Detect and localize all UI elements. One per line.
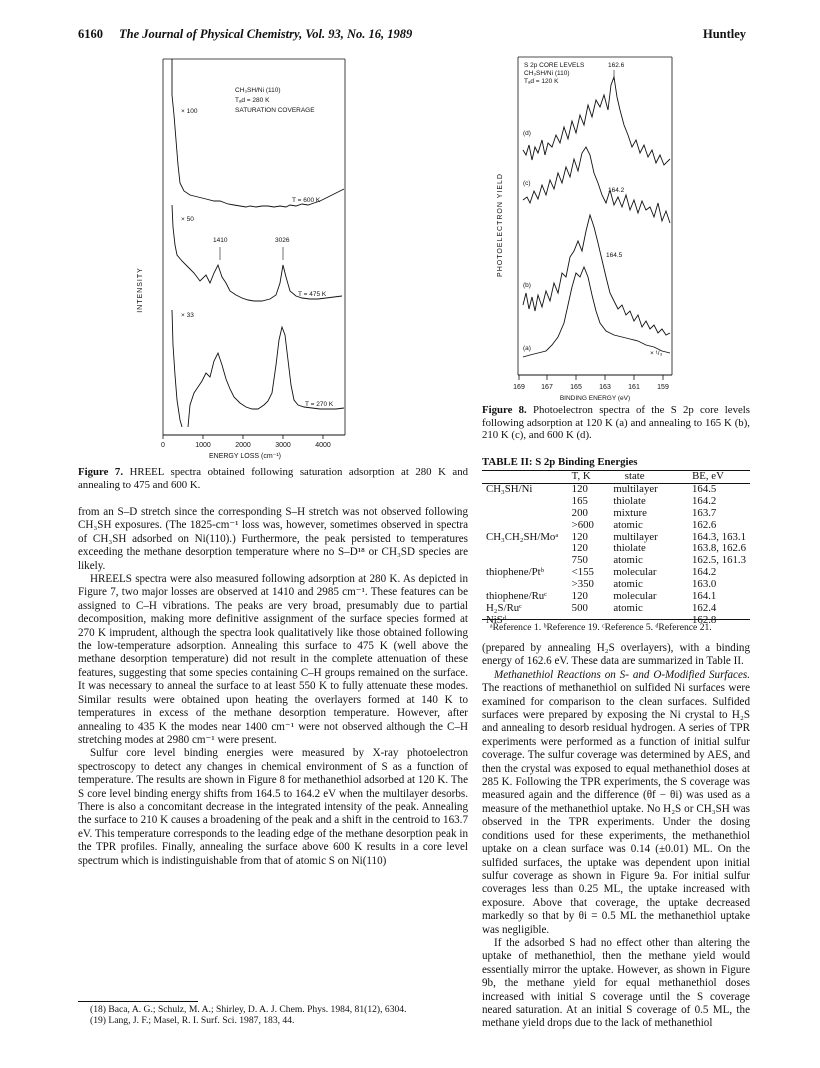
paragraph: Sulfur core level binding energies were measured by X-ray photoelectron spectroscopy to detect any changes in chemical environment of S as a function of temperature. The results are shown in Figure 8 for methanethiol adsorbed at 120 K. The S core level binding energy shifts from 164.5 to 164.2 eV when the multilayer desorbs. There is also a concomitant decrease in the integrated intensity of the peak. Annealing the surface to 210 K causes a broadening of the peak and a shift in the centroid to 163.7 eV. This temperature corresponds to the leading edge of the methane desorption peak in the TPR profiles. Finally, annealing the surface above 600 K results in a core level spectrum which is indistinguishable from that of atomic S on Ni(110): [78, 747, 468, 867]
section-heading: Methanethiol Reactions on S- and O-Modified Surfaces.: [494, 668, 750, 681]
fig7-trace-475K: [172, 205, 342, 301]
table-2-rule-bottom: [482, 619, 750, 620]
table-cell: 164.3, 163.1: [692, 530, 746, 543]
table-cell: 162.5, 161.3: [692, 554, 746, 567]
table-row: [482, 520, 750, 532]
table-cell: 162.4: [692, 601, 717, 614]
fig8-peak-label: 162.6: [608, 62, 625, 69]
table-row: [482, 496, 750, 508]
table-cell: 750: [571, 554, 588, 567]
running-author: Huntley: [703, 27, 747, 41]
footnotes: [78, 1004, 468, 1026]
table-cell: NiSᵈ: [486, 613, 507, 626]
table-cell: molecular: [613, 566, 657, 579]
fig8-x-tick: 163: [599, 384, 611, 391]
fig8-y-axis-label: PHOTOELECTRON YIELD: [497, 173, 504, 277]
fig7-peak-label: 3026: [275, 237, 290, 244]
fig8-trace-label: (b): [523, 282, 531, 289]
table-cell: multilayer: [613, 482, 658, 495]
table-cell: 163.7: [692, 506, 717, 519]
table-cell: molecular: [613, 590, 657, 603]
table-cell: 162.8: [692, 613, 717, 626]
fig8-trace-d: [523, 77, 670, 165]
table-cell: >600: [571, 518, 594, 531]
table-cell: mixture: [613, 506, 647, 519]
journal-title: The Journal of Physical Chemistry, Vol. 93, No. 16, 1989: [119, 27, 413, 41]
reference-19: (19) Lang, J. F.; Masel, R. I. Surf. Sci. 1987, 183, 44.: [90, 1015, 295, 1027]
table-2-footnote: ᵃReference 1. ᵇReference 19. ᶜReference 5. ᵈReference 21.: [490, 622, 712, 633]
fig7-trace-label: T = 475 K: [298, 291, 327, 298]
left-column-body: [78, 506, 468, 868]
table-header: state: [624, 470, 645, 482]
table-cell: [482, 520, 568, 532]
fig8-x-tick: 167: [541, 384, 553, 391]
table-row: [482, 483, 750, 495]
fig7-trace-600K: [172, 59, 344, 207]
fig7-x-tick: 1000: [195, 442, 211, 449]
table-cell: atomic: [613, 518, 643, 531]
table-cell: 164.2: [692, 566, 717, 579]
fig8-trace-label: (a): [523, 345, 531, 352]
fig7-y-axis-label: INTENSITY: [137, 267, 144, 313]
fig7-scale-label: × 100: [181, 108, 198, 115]
table-cell: thiolate: [613, 494, 646, 507]
table-cell: atomic: [613, 554, 643, 567]
table-cell: >350: [571, 578, 594, 591]
fig8-x-tick: 169: [513, 384, 525, 391]
table-row: [482, 508, 750, 520]
table-cell: [482, 508, 568, 520]
fig7-legend-line: SATURATION COVERAGE: [235, 107, 315, 114]
table-cell: 162.6: [692, 518, 717, 531]
fig8-x-tick: 165: [570, 384, 582, 391]
fig8-title-line: CH₃SH/Ni (110): [524, 70, 570, 77]
figure-7-caption: Figure 7. HREEL spectra obtained following saturation adsorption at 280 K and annealing to 475 and 600 K.: [78, 466, 469, 491]
fig7-trace-label: T = 600 K: [292, 197, 321, 204]
paragraph: from an S–D stretch since the corresponding S–H stretch was not observed following CH₃SH exposures. (The 1825-cm⁻¹ loss was, however, sometimes observed in spectra of CH₃SH adsorbed on Ni(110).) Furthermore, the peak persisted to temperatures exceeding the methane desorption temperature where no S–D¹⁸ or CH₃SD species are likely.: [78, 506, 468, 572]
fig7-legend-line: Tₐd = 280 K: [235, 97, 270, 104]
table-cell: [482, 543, 568, 555]
table-cell: 120: [571, 542, 588, 555]
right-column-body: [482, 642, 750, 1031]
table-header: T, K: [571, 470, 591, 482]
table-cell: CH₃SH/Ni: [486, 482, 533, 495]
fig7-scale-label: × 33: [181, 312, 194, 319]
table-cell: 120: [571, 530, 588, 543]
footnote-rule: [78, 1001, 198, 1002]
fig8-x-axis-label: BINDING ENERGY (eV): [559, 395, 631, 402]
table-2: [482, 471, 750, 627]
table-cell: 164.1: [692, 590, 717, 603]
fig8-x-tick: 159: [657, 384, 669, 391]
table-cell: 163.8, 162.6: [692, 542, 746, 555]
fig7-peak-label: 1410: [213, 237, 228, 244]
fig8-trace-label: (d): [523, 130, 531, 137]
fig7-legend-line: CH₃SH/Ni (110): [235, 87, 281, 94]
fig8-trace-b: [523, 215, 670, 335]
fig8-trace-c: [523, 147, 670, 223]
table-header: BE, eV: [692, 470, 724, 482]
fig7-scale-label: × 50: [181, 216, 194, 223]
fig7-trace-270K: [172, 310, 344, 427]
table-cell: atomic: [613, 578, 643, 591]
table-header: [482, 471, 568, 483]
table-2-title: TABLE II: S 2p Binding Energies: [482, 456, 638, 468]
table-cell: multilayer: [613, 530, 658, 543]
fig8-title-line: S 2p CORE LEVELS: [524, 62, 585, 69]
table-cell: H₂S/Ruᶜ: [486, 601, 522, 614]
figure-8-plot: [490, 55, 705, 420]
fig7-x-tick: 2000: [235, 442, 251, 449]
table-cell: 120: [571, 482, 588, 495]
figure-7-plot: [130, 55, 360, 465]
table-cell: <155: [571, 566, 594, 579]
fig7-x-tick: 3000: [275, 442, 291, 449]
table-cell: 163.0: [692, 578, 717, 591]
paragraph: If the adsorbed S had no effect other than altering the uptake of methanethiol, then the methane yield would essentially mirror the uptake. However, as shown in Figure 9b, the methane yield for equal methanethiol doses increased with initial S coverage until the S coverage neared saturation. At an initial S coverage of 0.5 ML, the methane yield drops due to the lack of methanethiol: [482, 936, 750, 1030]
fig8-trace-a: [523, 267, 670, 357]
table-cell: thiophene/Ptᵇ: [486, 566, 544, 579]
paragraph: HREELS spectra were also measured following adsorption at 280 K. As depicted in Figure 7, two major losses are observed at 1410 and 2985 cm⁻¹. These features can be assigned to C–H vibrations. The peaks are very broad, presumably due to partial decomposition, making more definitive assignment of the surface species formed at 270 K imprudent, although the spectra look qualitatively like those obtained following the low-temperature adsorption. Annealing this surface to 475 K (well above the methane desorption temperature) did not result in the complete attenuation of these features, suggesting that some species containing C–H groups remained on the surface. It was necessary to anneal the surface to at least 550 K to fully attenuate these modes. Similar results were obtained upon heating the overlayers formed at 140 K to temperatures in excess of the methane desorption temperature. However, after annealing to 435 K the modes near 1400 cm⁻¹ were not observed although the C–H stretching modes at 2980 cm⁻¹ were present.: [78, 573, 468, 746]
fig8-x-tick: 161: [628, 384, 640, 391]
fig7-x-axis-label: ENERGY LOSS (cm⁻¹): [208, 453, 282, 460]
table-cell: atomic: [613, 601, 643, 614]
table-header-row: [482, 471, 750, 483]
table-cell: 164.2: [692, 494, 717, 507]
table-cell: 120: [571, 590, 588, 603]
fig8-trace-label: (c): [523, 180, 531, 187]
paragraph: Methanethiol Reactions on S- and O-Modified Surfaces. The reactions of methanethiol on sulfided Ni surfaces were examined for comparison to the clean surfaces. Sulfided surfaces were prepared by exposing the Ni crystal to H₂S and annealing to desorb residual hydrogen. A series of TPR experiments were performed as a function of initial sulfur coverage. The sulfur coverage was determined by AES, and then the crystal was exposed to equal methanethiol doses at 285 K. Following the TPR experiments, the S coverage was measured again and the difference (θf − θi) was used as a measure of the methanethiol uptake. No H₂S or CH₃SH was observed in the TPR experiments. Under the dosing conditions used for these experiments, the methanethiol uptake on a clean surface was 0.14 (±0.01) ML. On the sulfided surfaces, the uptake was dependent upon initial sulfur coverage as shown in Figure 9a. For initial sulfur coverages less than 0.25 ML, the uptake increased with exposure. Above that coverage, the uptake decreased markedly so that by θi = 0.5 ML the methanethiol uptake was negligible.: [482, 668, 750, 936]
table-cell: thiophene/Ruᶜ: [486, 590, 547, 603]
fig8-title-line: Tₐd = 120 K: [524, 78, 559, 85]
fig8-peak-label: 164.2: [608, 187, 625, 194]
fig7-trace-label: T = 270 K: [305, 401, 334, 408]
reference-18: (18) Baca, A. G.; Schulz, M. A.; Shirley, D. A. J. Chem. Phys. 1984, 81(12), 6304.: [90, 1004, 407, 1015]
figure-8-caption: Figure 8. Photoelectron spectra of the S 2p core levels following adsorption at 120 K (a) and annealing to 165 K (b), 210 K (c), and 600 K (d).: [482, 404, 750, 442]
table-cell: [482, 496, 568, 508]
table-cell: 164.5: [692, 482, 717, 495]
fig8-scale-label: × ¹/₃: [650, 350, 663, 357]
page-number: 6160: [78, 27, 103, 41]
table-cell: CH₃CH₂SH/Moᵃ: [486, 530, 559, 543]
table-cell: thiolate: [613, 542, 646, 555]
paragraph: (prepared by annealing H₂S overlayers), with a binding energy of 162.6 eV. These data are summarized in Table II.: [482, 642, 750, 668]
table-cell: 500: [571, 601, 588, 614]
fig8-peak-label: 164.5: [606, 252, 623, 259]
table-cell: 200: [571, 506, 588, 519]
table-cell: 165: [571, 494, 588, 507]
fig7-x-tick: 0: [161, 442, 165, 449]
fig7-x-tick: 4000: [315, 442, 331, 449]
